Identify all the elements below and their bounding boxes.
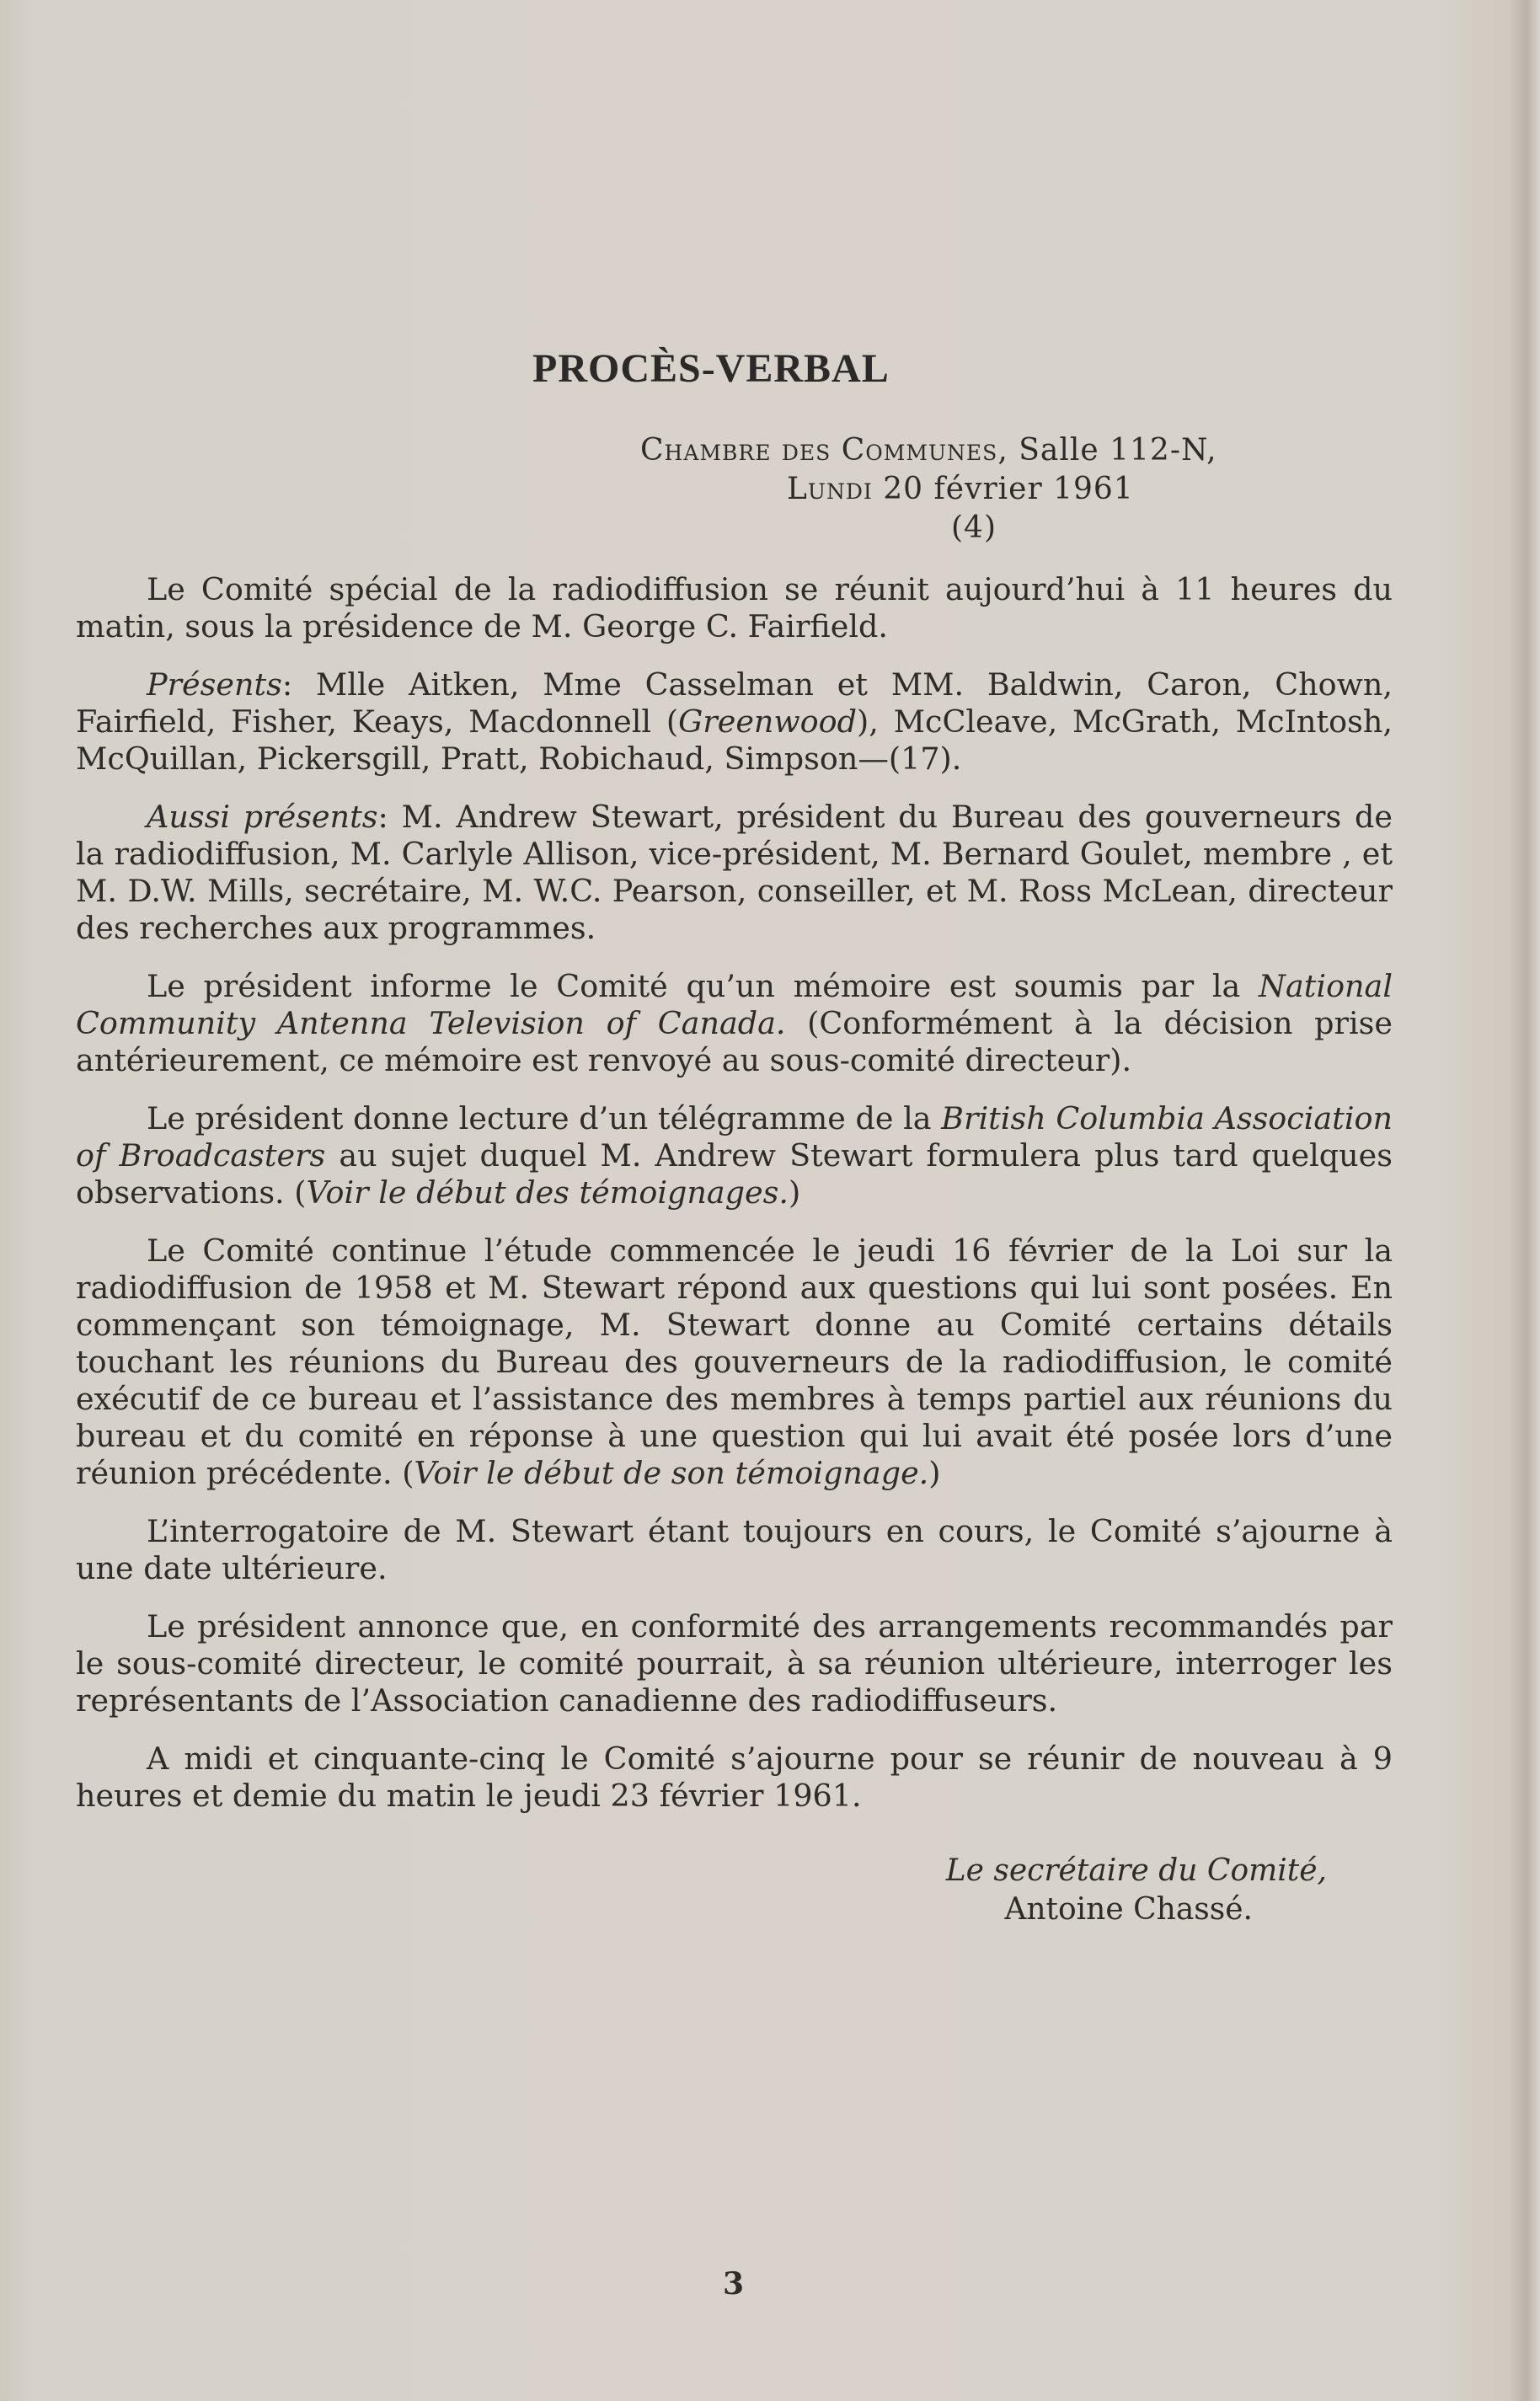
meeting-day: Lundi	[787, 472, 873, 506]
paragraph-text: au sujet duquel M. Andrew Stewart formulera plus tard quelques observations. (	[76, 1137, 1393, 1211]
minutes-body	[76, 571, 1393, 1836]
paragraph-announcement	[76, 1608, 1393, 1719]
paragraph-text: : M. Andrew Stewart, président du Bureau des gouverneurs de la radiodiffusion, M. Carlyle Allison, vice-président, M. Bernard Goulet, membre , et M. D.W. Mills, secrétaire, M. W.C. Pearson, conseiller, et M. Ross McLean, directeur des recherches aux programmes.	[76, 799, 1393, 946]
also-present-label: Aussi présents	[147, 799, 378, 835]
paragraph-text: )	[788, 1174, 801, 1211]
meeting-date: 20 février 1961	[872, 472, 1134, 506]
paragraph-telegram	[76, 1100, 1393, 1211]
page-number: 3	[723, 2266, 745, 2302]
date-line	[787, 472, 1134, 506]
paragraph-study	[76, 1233, 1393, 1492]
room-number: , Salle 112-N,	[997, 433, 1217, 468]
paragraph-text: Le président informe le Comité qu’un mémoire est soumis par la	[147, 968, 1259, 1004]
paragraph-opening	[76, 571, 1393, 645]
location-line	[640, 433, 1217, 468]
paragraph-text: Le président donne lecture d’un télégramme de la	[147, 1100, 942, 1136]
signature-name: Antoine Chassé.	[1004, 1892, 1253, 1927]
reference-note: Voir le début des témoignages.	[306, 1174, 789, 1211]
paragraph-brief	[76, 968, 1393, 1079]
paragraph-text: (Conformément à la décision prise antérieurement, ce mémoire est renvoyé au sous-comité directeur).	[76, 1005, 1393, 1078]
paragraph-text: L’interrogatoire de M. Stewart étant toujours en cours, le Comité s’ajourne à une date ultérieure.	[76, 1513, 1393, 1586]
paragraph-present	[76, 666, 1393, 778]
organization-name: National Community Antenna Television of Canada.	[76, 968, 1393, 1041]
signature-title: Le secrétaire du Comité,	[945, 1853, 1327, 1888]
paragraph-text: : Mlle Aitken, Mme Casselman et MM. Baldwin, Caron, Chown, Fairfield, Fisher, Keays, Macdonnell (	[76, 666, 1393, 740]
paragraph-text: Le président annonce que, en conformité des arrangements recommandés par le sous-comité directeur, le comité pourrait, à sa réunion ultérieure, interroger les représentants de l’Association canadienne des radiodiffuseurs.	[76, 1608, 1393, 1719]
meeting-number: (4)	[951, 511, 997, 545]
paragraph-adjournment	[76, 1741, 1393, 1815]
paragraph-also-present	[76, 799, 1393, 947]
page-title: PROCÈS-VERBAL	[532, 346, 890, 391]
paragraph-adjourn-interrogation	[76, 1513, 1393, 1587]
reference-note: Voir le début de son témoignage.	[414, 1455, 929, 1491]
riding-name: Greenwood	[678, 703, 857, 740]
paragraph-text: ), McCleave, McGrath, McIntosh, McQuillan, Pickersgill, Pratt, Robichaud, Simpson—(17).	[76, 703, 1393, 777]
chamber-name: Chambre des Communes	[640, 433, 998, 468]
organization-name: British Columbia Association of Broadcasters	[76, 1100, 1393, 1174]
paragraph-text: Le Comité spécial de la radiodiffusion se réunit aujourd’hui à 11 heures du matin, sous la présidence de M. George C. Fairfield.	[76, 571, 1393, 644]
paragraph-text: Le Comité continue l’étude commencée le jeudi 16 février de la Loi sur la radiodiffusion de 1958 et M. Stewart répond aux questions qui lui sont posées. En commençant son témoignage, M. Stewart donne au Comité certains détails touchant les réunions du Bureau des gouverneurs de la radiodiffusion, le comité exécutif de ce bureau et l’assistance des membres à temps partiel aux réunions du bureau et du comité en réponse à une question qui lui avait été posée lors d’une réunion précédente. (	[76, 1233, 1393, 1491]
paragraph-text: )	[928, 1455, 941, 1491]
paragraph-text: A midi et cinquante-cinq le Comité s’ajourne pour se réunir de nouveau à 9 heures et demie du matin le jeudi 23 février 1961.	[76, 1741, 1393, 1814]
signature-block	[0, 1852, 1327, 1929]
present-label: Présents	[147, 666, 282, 703]
